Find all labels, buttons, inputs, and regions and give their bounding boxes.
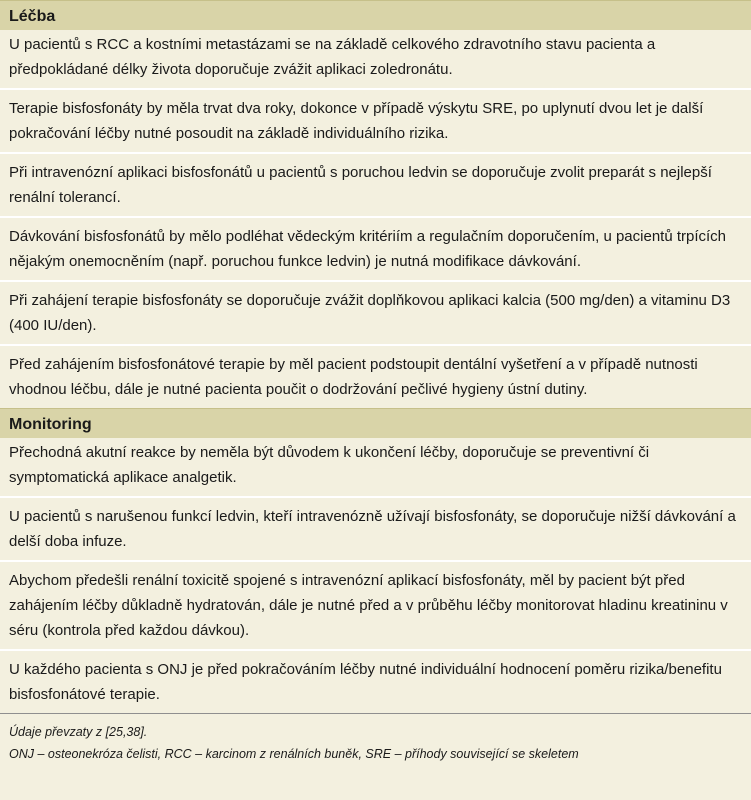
table-row: U pacientů s narušenou funkcí ledvin, kteří intravenózně užívají bisfosfonáty, se doporučuje nižší dávkování a delší doba infuze. bbox=[0, 496, 751, 560]
table-row: Přechodná akutní reakce by neměla být důvodem k ukončení léčby, doporučuje se preventivní či symptomatická aplikace analgetik. bbox=[0, 438, 751, 496]
footnote-abbreviations: ONJ – osteonekróza čelisti, RCC – karcinom z renálních buněk, SRE – příhody související se skeletem bbox=[9, 747, 579, 761]
table-row: Terapie bisfosfonáty by měla trvat dva roky, dokonce v případě výskytu SRE, po uplynutí dvou let je další pokračování léčby nutné posoudit na základě individuálního rizika. bbox=[0, 88, 751, 152]
table-row: U pacientů s RCC a kostními metastázami se na základě celkového zdravotního stavu pacienta a předpokládané délky života doporučuje zvážit aplikaci zoledronátu. bbox=[0, 30, 751, 88]
table-row: Dávkování bisfosfonátů by mělo podléhat vědeckým kritériím a regulačním doporučením, u pacientů trpících nějakým onemocněním (např. poruchou funkce ledvin) je nutná modifikace dávkování. bbox=[0, 216, 751, 280]
section-title-monitoring: Monitoring bbox=[0, 408, 751, 438]
section-monitoring bbox=[0, 408, 751, 713]
table-row: Před zahájením bisfosfonátové terapie by měl pacient podstoupit dentální vyšetření a v případě nutnosti vhodnou léčbu, dále je nutné pacienta poučit o dodržování pečlivé hygieny ústní dutiny. bbox=[0, 344, 751, 408]
table-row: U každého pacienta s ONJ je před pokračováním léčby nutné individuální hodnocení poměru rizika/benefitu bisfosfonátové terapie. bbox=[0, 649, 751, 713]
footnote-source: Údaje převzaty z [25,38]. bbox=[9, 725, 148, 739]
table-footnotes bbox=[0, 713, 751, 771]
section-title-lecba: Léčba bbox=[0, 0, 751, 30]
table-row: Abychom předešli renální toxicitě spojené s intravenózní aplikací bisfosfonáty, měl by pacient být před zahájením léčby důkladně hydratován, dále je nutné před a v průběhu léčby monitorovat hladinu kreatininu v séru (kontrola před každou dávkou). bbox=[0, 560, 751, 649]
table-row: Při zahájení terapie bisfosfonáty se doporučuje zvážit doplňkovou aplikaci kalcia (500 mg/den) a vitaminu D3 (400 IU/den). bbox=[0, 280, 751, 344]
table-row: Při intravenózní aplikaci bisfosfonátů u pacientů s poruchou ledvin se doporučuje zvolit preparát s nejlepší renální tolerancí. bbox=[0, 152, 751, 216]
